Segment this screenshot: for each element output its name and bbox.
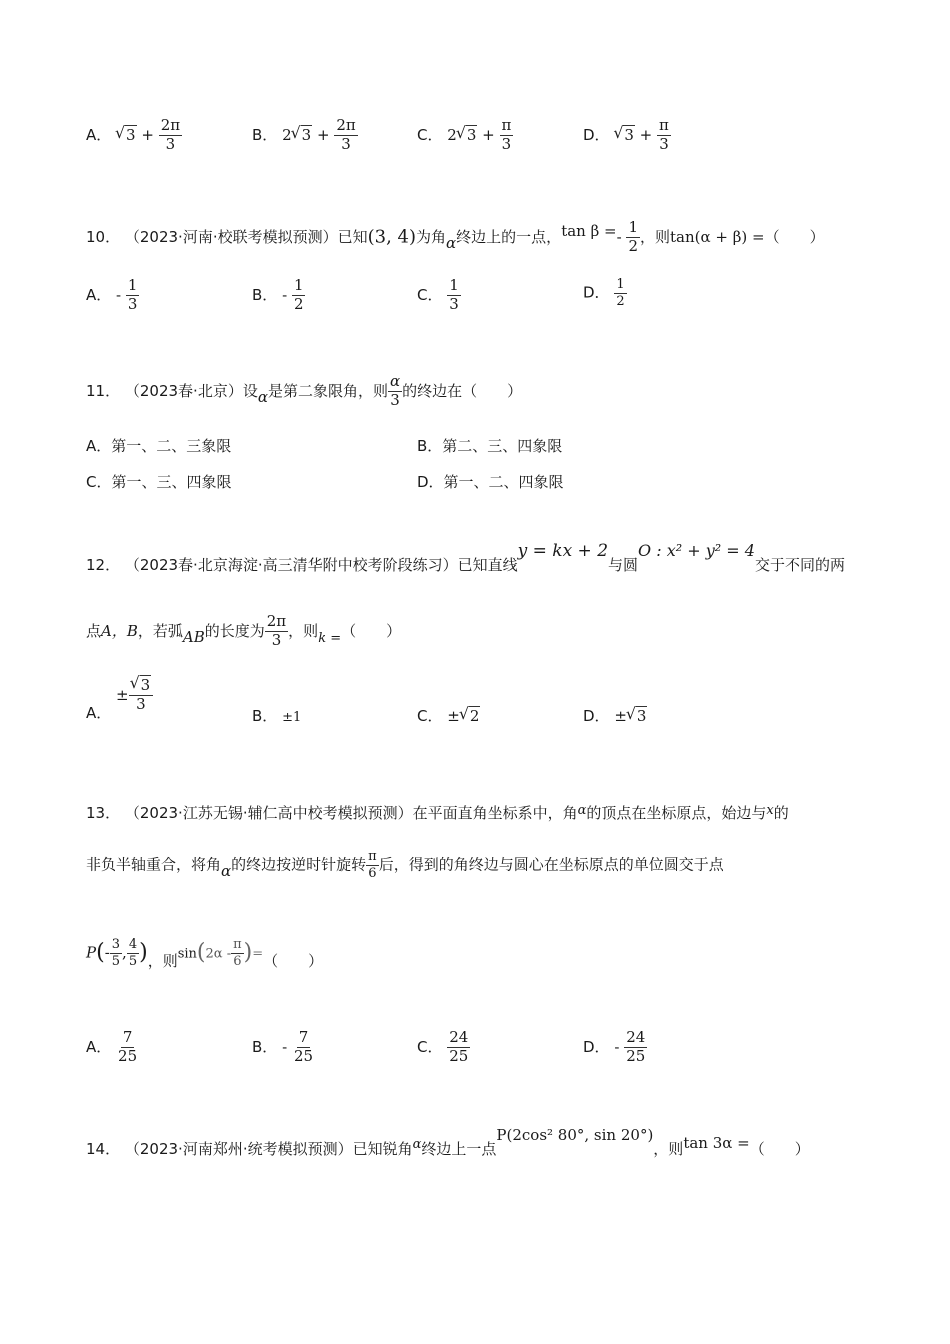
q13-option-a: A． $\frac{7}{25}$ <box>86 1028 138 1065</box>
fraction: √ $\frac{3}{3}$ <box>129 678 154 713</box>
q9-option-a: A． √ 3 + $\frac{2\pi}{3}$ <box>86 118 182 153</box>
q13-option-c: C． $\frac{24}{25}$ <box>417 1028 469 1065</box>
sqrt: √ 3 <box>627 707 648 725</box>
q10-option-b: B． - $\frac{1}{2}$ <box>252 276 304 313</box>
q9-option-b: B． 2√ 3 + $\frac{2\pi}{3}$ <box>252 118 358 153</box>
fraction: $\frac{7}{25}$ <box>118 1028 138 1065</box>
q11-option-d: D．第一、二、四象限 <box>417 473 564 491</box>
paren-open: ( <box>96 940 105 966</box>
fraction: $\frac{\pi}{6}$ <box>233 937 242 969</box>
fraction: $\frac{1}{2}$ <box>616 277 625 309</box>
sqrt: √ 3 <box>614 126 635 144</box>
q12-option-a: A． ± √ $\frac{3}{3}$ <box>86 678 153 713</box>
fraction: $\frac{7}{25}$ <box>293 1028 314 1065</box>
q10-option-d: D． $\frac{1}{2}$ <box>583 277 625 309</box>
fraction: $\frac{4}{5}$ <box>128 937 138 969</box>
q10-option-a: A． - $\frac{1}{3}$ <box>86 276 138 313</box>
q12-option-b: B． ±1 <box>252 707 302 725</box>
q13-stem-line3: P(- $\frac{3}{5}$ , $\frac{4}{5}$ )，则sin(2α - $\frac{\pi}{6}$ )=（ ） <box>86 937 324 970</box>
q11-option-a: A．第一、二、三象限 <box>86 437 232 455</box>
paren-open: ( <box>196 940 206 966</box>
sqrt: √ 3 <box>116 126 137 144</box>
fraction: $\frac{24}{25}$ <box>626 1028 646 1065</box>
q9-option-c: C． 2√ 3 + $\frac{\pi}{3}$ <box>417 118 513 153</box>
q13-option-b: B． - $\frac{7}{25}$ <box>252 1028 314 1065</box>
sqrt: √ 3 <box>292 126 313 144</box>
q13-option-d: D． - $\frac{24}{25}$ <box>583 1028 646 1065</box>
fraction: $\frac{2\pi}{3}$ <box>160 116 181 153</box>
q10-stem: 10． （2023·河南·校联考模拟预测）已知(3, 4)为角α终边上的一点，tan β =- $\frac{1}{2}$ ，则tan(α + β) =（ ） <box>86 218 825 255</box>
q11-stem: 11． （2023春·北京）设α是第二象限角，则 $\frac{\alpha}{3}$ 的终边在（ ） <box>86 372 523 409</box>
fraction: $\frac{\pi}{6}$ <box>368 849 377 881</box>
fraction: $\frac{\alpha}{3}$ <box>390 372 401 409</box>
fraction: $\frac{24}{25}$ <box>449 1028 469 1065</box>
fraction: $\frac{2\pi}{3}$ <box>266 612 287 649</box>
sqrt: √ 2 <box>460 707 481 725</box>
q13-stem-line2: 非负半轴重合，将角α的终边按逆时针旋转 $\frac{\pi}{6}$ 后，得到的角终边与圆心在坐标原点的单位圆交于点 <box>86 849 724 881</box>
q12-option-d: D． ±√ 3 <box>583 705 647 726</box>
sqrt: √ 3 <box>457 126 478 144</box>
q10-option-c: C． $\frac{1}{3}$ <box>417 276 459 313</box>
fraction: $\frac{3}{5}$ <box>111 937 121 969</box>
fraction: $\frac{2\pi}{3}$ <box>336 116 356 153</box>
fraction: $\frac{\pi}{3}$ <box>501 116 512 153</box>
paren-close: ) <box>243 940 253 966</box>
q12-option-c: C． ±√ 2 <box>417 705 480 726</box>
q14-stem: 14． （2023·河南郑州·统考模拟预测）已知锐角α终边上一点P(2cos² 80°, sin 20°)，则tan 3α =（ ） <box>86 1126 810 1158</box>
fraction: $\frac{\pi}{3}$ <box>659 116 669 153</box>
q11-option-c: C．第一、三、四象限 <box>86 473 232 491</box>
paren-close: ) <box>139 940 148 966</box>
sqrt: √ 3 <box>131 678 152 694</box>
fraction: $\frac{1}{2}$ <box>293 276 304 313</box>
q9-option-d: D． √ 3 + $\frac{\pi}{3}$ <box>583 118 671 153</box>
q13-stem-line1: 13． （2023·江苏无锡·辅仁高中校考模拟预测）在平面直角坐标系中，角α的顶点在坐标原点，始边与x的 <box>86 803 789 822</box>
fraction: $\frac{1}{3}$ <box>449 276 459 313</box>
q12-stem-line1: 12． （2023春·北京海淀·高三清华附中校考阶段练习）已知直线y = kx + 2与圆O : x² + y² = 4交于不同的两 <box>86 541 845 574</box>
fraction: $\frac{1}{2}$ <box>628 218 639 255</box>
q12-stem-line2: 点A，B，若弧AB的长度为 $\frac{2\pi}{3}$ ，则k =（ ） <box>86 612 402 649</box>
fraction: $\frac{1}{3}$ <box>127 276 138 313</box>
q11-option-b: B．第二、三、四象限 <box>417 437 563 455</box>
